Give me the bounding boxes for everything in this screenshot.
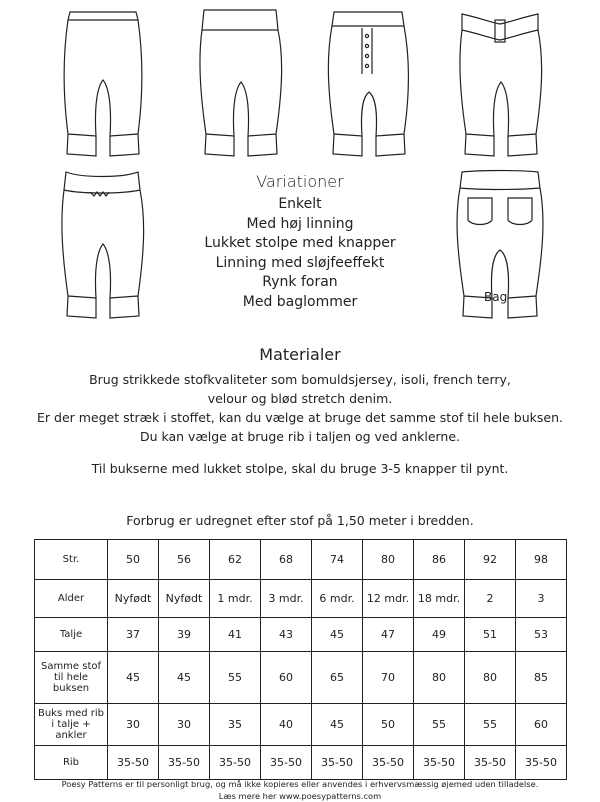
materials-line: Du kan vælge at bruge rib i taljen og ved anklerne. xyxy=(139,429,461,444)
table-cell: 35-50 xyxy=(261,746,312,780)
table-cell: 35-50 xyxy=(516,746,567,780)
table-cell: 55 xyxy=(414,704,465,746)
table-cell: 74 xyxy=(312,540,363,580)
table-row-label: Str. xyxy=(35,540,108,580)
pants-drawing-bow-waistband xyxy=(450,8,550,158)
variation-item: Lukket stolpe med knapper xyxy=(204,235,396,251)
table-cell: 70 xyxy=(363,652,414,704)
materials-note: Til bukserne med lukket stolpe, skal du bruge 3-5 knapper til pynt. xyxy=(91,461,509,476)
table-cell: 80 xyxy=(363,540,414,580)
table-cell: 80 xyxy=(465,652,516,704)
footer xyxy=(0,778,600,802)
table-row xyxy=(35,540,567,580)
table-cell: Nyfødt xyxy=(159,580,210,618)
table-cell: 50 xyxy=(363,704,414,746)
back-view-label: Bag xyxy=(484,290,508,304)
table-cell: 30 xyxy=(108,704,159,746)
variation-item: Med baglommer xyxy=(242,293,358,310)
table-cell: 35-50 xyxy=(414,746,465,780)
table-row xyxy=(35,618,567,652)
table-cell: 55 xyxy=(210,652,261,704)
materials-section xyxy=(0,345,600,478)
table-cell: 41 xyxy=(210,618,261,652)
table-row-label: Samme stof til hele buksen xyxy=(35,652,108,704)
table-row xyxy=(35,746,567,780)
table-cell: 35-50 xyxy=(210,746,261,780)
table-row-label: Talje xyxy=(35,618,108,652)
materials-line: Er der meget stræk i stoffet, kan du vælge at bruge det samme stof til hele buksen. xyxy=(37,410,563,425)
footer-link[interactable]: Læs mere her www.poesypatterns.com xyxy=(218,791,382,801)
table-cell: 60 xyxy=(516,704,567,746)
table-cell: 35-50 xyxy=(465,746,516,780)
table-cell: 30 xyxy=(159,704,210,746)
table-cell: 80 xyxy=(414,652,465,704)
table-cell: 68 xyxy=(261,540,312,580)
variations-section xyxy=(150,172,450,312)
table-cell: 98 xyxy=(516,540,567,580)
pants-drawing-front-gather xyxy=(52,168,152,320)
table-cell: 1 mdr. xyxy=(210,580,261,618)
table-row xyxy=(35,704,567,746)
table-row-label: Buks med rib i talje + ankler xyxy=(35,704,108,746)
table-cell: 62 xyxy=(210,540,261,580)
variation-item: Rynk foran xyxy=(262,274,338,290)
table-cell: 47 xyxy=(363,618,414,652)
size-table xyxy=(34,539,567,780)
table-cell: 35-50 xyxy=(108,746,159,780)
table-cell: 39 xyxy=(159,618,210,652)
table-cell: 86 xyxy=(414,540,465,580)
table-cell: 18 mdr. xyxy=(414,580,465,618)
pants-drawing-simple xyxy=(52,8,152,158)
table-row xyxy=(35,652,567,704)
table-cell: 3 mdr. xyxy=(261,580,312,618)
variation-item: Enkelt xyxy=(278,196,322,212)
pants-drawing-high-waistband xyxy=(190,8,290,158)
table-cell: 55 xyxy=(465,704,516,746)
consumption-note: Forbrug er udregnet efter stof på 1,50 meter i bredden. xyxy=(126,513,474,528)
variations-title: Variationer xyxy=(256,172,344,191)
table-cell: 45 xyxy=(159,652,210,704)
table-cell: 35 xyxy=(210,704,261,746)
table-row-label: Alder xyxy=(35,580,108,618)
table-cell: 45 xyxy=(108,652,159,704)
table-cell: 85 xyxy=(516,652,567,704)
materials-title: Materialer xyxy=(259,345,341,364)
table-cell: 56 xyxy=(159,540,210,580)
materials-line: Brug strikkede stofkvaliteter som bomuldsjersey, isoli, french terry, xyxy=(89,372,511,387)
table-cell: 92 xyxy=(465,540,516,580)
materials-line: velour og blød stretch denim. xyxy=(207,391,393,406)
pants-drawing-button-placket xyxy=(318,8,418,158)
footer-copyright: Poesy Patterns er til personligt brug, og må ikke kopieres eller anvendes i erhvervsmæssig øjemed uden tilladelse. xyxy=(61,779,539,789)
table-cell: 37 xyxy=(108,618,159,652)
table-row xyxy=(35,580,567,618)
table-cell: 45 xyxy=(312,618,363,652)
table-cell: 51 xyxy=(465,618,516,652)
table-cell: 60 xyxy=(261,652,312,704)
table-cell: 65 xyxy=(312,652,363,704)
table-row-label: Rib xyxy=(35,746,108,780)
table-cell: 49 xyxy=(414,618,465,652)
variation-item: Med høj linning xyxy=(246,215,354,232)
table-cell: 35-50 xyxy=(159,746,210,780)
table-cell: 43 xyxy=(261,618,312,652)
table-cell: Nyfødt xyxy=(108,580,159,618)
table-cell: 40 xyxy=(261,704,312,746)
table-cell: 45 xyxy=(312,704,363,746)
table-cell: 50 xyxy=(108,540,159,580)
table-cell: 2 xyxy=(465,580,516,618)
table-cell: 12 mdr. xyxy=(363,580,414,618)
table-cell: 53 xyxy=(516,618,567,652)
table-cell: 35-50 xyxy=(312,746,363,780)
table-cell: 35-50 xyxy=(363,746,414,780)
table-cell: 3 xyxy=(516,580,567,618)
variation-item: Linning med sløjfeeffekt xyxy=(215,254,385,271)
table-cell: 6 mdr. xyxy=(312,580,363,618)
